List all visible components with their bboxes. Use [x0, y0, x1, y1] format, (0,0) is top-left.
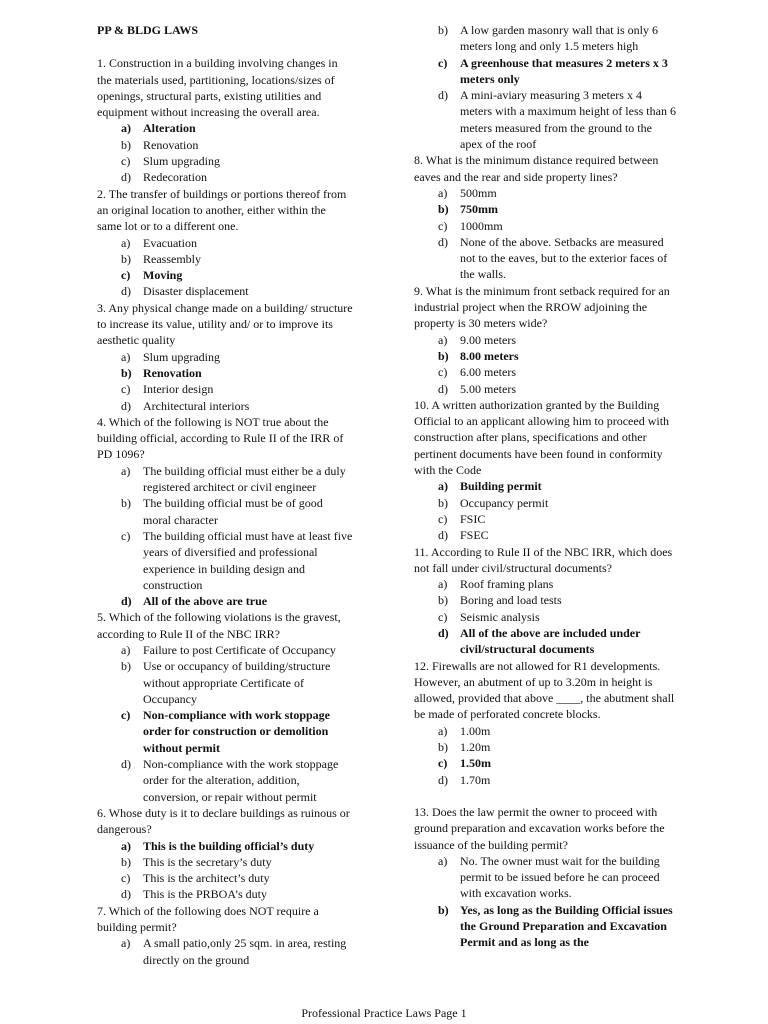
question-text: 10. A written authorization granted by the Building Official to an applicant allowing him to proceed with construction after plans, specifications and other pertinent documents have been found in conformity with the Code: [414, 397, 670, 478]
option-letter: c): [121, 528, 131, 543]
answer-option: [438, 201, 676, 217]
option-text: Non-compliance with the work stoppage order for the alteration, addition, conversion, or repair without permit: [143, 757, 339, 804]
answer-option: [121, 235, 353, 251]
question-text: 8. What is the minimum distance required between eaves and the rear and side property lines?: [414, 153, 659, 184]
answer-option: [438, 364, 676, 380]
answer-option: [438, 511, 676, 527]
option-list: [97, 838, 353, 903]
answer-option: [121, 137, 353, 153]
option-text: Use or occupancy of building/structure without appropriate Certificate of Occupancy: [143, 659, 331, 706]
option-text: FSIC: [460, 511, 486, 526]
option-text: 1.50m: [460, 756, 491, 771]
answer-option: [438, 348, 676, 364]
answer-option: [121, 169, 353, 185]
option-text: A mini-aviary measuring 3 meters x 4 meters with a maximum height of less than 6 meters measured from the ground to the apex of the roof: [460, 88, 676, 152]
option-text: This is the secretary’s duty: [143, 854, 272, 869]
question-block: [97, 414, 353, 610]
question-text: 3. Any physical change made on a building/ structure to increase its value, utility and/ or to improve its aesthetic quality: [97, 300, 353, 348]
option-text: Interior design: [143, 382, 214, 397]
option-text: 5.00 meters: [460, 381, 516, 396]
option-list: [414, 185, 676, 283]
option-list: [97, 235, 353, 300]
right-column: [414, 22, 676, 951]
option-letter: d): [121, 170, 131, 185]
option-letter: b): [121, 365, 132, 380]
answer-option: [438, 495, 676, 511]
option-text: 6.00 meters: [460, 365, 516, 380]
answer-option: [438, 755, 676, 771]
answer-option: [438, 185, 676, 201]
option-letter: a): [121, 642, 131, 657]
answer-option: [438, 478, 676, 494]
option-text: Architectural interiors: [143, 398, 250, 413]
option-text: Boring and load tests: [460, 593, 562, 608]
question-block: [97, 805, 353, 903]
answer-option: [121, 463, 353, 496]
answer-option: [121, 398, 353, 414]
option-list: [414, 478, 676, 543]
option-text: Renovation: [143, 137, 199, 152]
answer-option: [121, 935, 353, 968]
answer-option: [438, 772, 676, 788]
option-text: 500mm: [460, 185, 497, 200]
option-text: This is the architect’s duty: [143, 871, 270, 886]
option-text: A small patio,only 25 sqm. in area, resting directly on the ground: [143, 936, 347, 967]
question-block: [97, 903, 353, 968]
answer-option: [121, 381, 353, 397]
option-text: Seismic analysis: [460, 609, 540, 624]
option-letter: a): [121, 838, 131, 853]
option-letter: b): [438, 902, 449, 917]
option-letter: a): [121, 463, 131, 478]
option-list: [414, 723, 676, 788]
option-list: [97, 463, 353, 610]
option-text: The building official must either be a duly registered architect or civil engineer: [143, 463, 346, 495]
page-title: PP & BLDG LAWS: [97, 23, 199, 37]
option-letter: a): [121, 235, 131, 250]
option-text: A greenhouse that measures 2 meters x 3 meters only: [460, 55, 668, 86]
question-text: 6. Whose duty is it to declare buildings as ruinous or dangerous?: [97, 805, 350, 837]
answer-option: [438, 55, 676, 88]
answer-option: [121, 838, 353, 854]
option-text: Renovation: [143, 365, 202, 380]
option-letter: d): [438, 625, 449, 640]
left-column: [97, 22, 353, 968]
option-letter: d): [438, 528, 448, 543]
option-text: 8.00 meters: [460, 348, 519, 363]
option-letter: c): [438, 609, 448, 624]
option-text: Yes, as long as the Building Official issues the Ground Preparation and Excavation Permit and as long as the: [460, 902, 673, 950]
option-letter: c): [438, 511, 448, 526]
option-text: 750mm: [460, 202, 498, 217]
question-block: [97, 55, 353, 185]
option-text: Occupancy permit: [460, 495, 549, 510]
option-text: Reassembly: [143, 251, 201, 266]
option-letter: d): [121, 398, 131, 413]
option-letter: a): [121, 349, 131, 364]
option-text: All of the above are included under civil/structural documents: [460, 625, 641, 657]
answer-option: [121, 153, 353, 169]
option-list: [97, 120, 353, 185]
option-letter: b): [121, 251, 131, 266]
option-letter: b): [438, 202, 449, 217]
answer-option: [121, 528, 353, 593]
answer-option: [438, 87, 676, 152]
question-block: [414, 804, 676, 951]
option-letter: d): [438, 381, 448, 396]
question-text: 11. According to Rule II of the NBC IRR, which does not fall under civil/structural documents?: [414, 544, 673, 575]
option-list: [97, 642, 353, 805]
answer-option: [121, 870, 353, 886]
answer-option: [438, 609, 676, 625]
option-text: 9.00 meters: [460, 332, 516, 347]
page-footer: Professional Practice Laws Page 1: [301, 1006, 467, 1020]
option-letter: a): [438, 185, 448, 200]
option-text: The building official must have at least five years of diversified and professional experience in building design and construction: [143, 528, 353, 592]
option-letter: c): [438, 756, 448, 771]
option-letter: d): [438, 234, 448, 249]
answer-option: [121, 349, 353, 365]
question-text: 7. Which of the following does NOT require a building permit?: [97, 903, 319, 935]
question-block: [414, 397, 676, 544]
option-letter: a): [121, 936, 131, 951]
option-letter: a): [438, 723, 448, 738]
answer-option: [438, 592, 676, 608]
option-letter: d): [121, 757, 131, 772]
answer-option: [438, 527, 676, 543]
option-letter: c): [121, 268, 131, 283]
answer-option: [438, 723, 676, 739]
answer-option: [121, 283, 353, 299]
question-text: 12. Firewalls are not allowed for R1 developments. However, an abutment of up to 3.20m in height is allowed, provided that above ____, the abutment shall be made of perforated concrete blocks.: [414, 658, 675, 722]
question-block: [97, 609, 353, 805]
option-text: Roof framing plans: [460, 577, 554, 592]
option-letter: b): [121, 137, 131, 152]
question-block-continued: [414, 22, 676, 152]
answer-option: [121, 495, 353, 528]
option-text: 1.00m: [460, 723, 491, 738]
option-text: This is the building official’s duty: [143, 838, 315, 853]
answer-option: [121, 251, 353, 267]
option-text: FSEC: [460, 528, 489, 543]
option-letter: c): [438, 218, 448, 233]
option-text: Building permit: [460, 479, 542, 494]
option-text: The building official must be of good moral character: [143, 496, 323, 527]
question-text: 9. What is the minimum front setback required for an industrial project when the RROW adjoining the property is 30 meters wide?: [414, 283, 670, 331]
question-text: 5. Which of the following violations is the gravest, according to Rule II of the NBC IRR?: [97, 610, 341, 641]
question-block: [414, 658, 676, 788]
option-text: Slum upgrading: [143, 154, 220, 169]
option-text: Disaster displacement: [143, 284, 249, 299]
option-letter: a): [438, 853, 448, 868]
answer-option: [121, 120, 353, 136]
answer-option: [121, 854, 353, 870]
answer-option: [438, 22, 676, 55]
answer-option: [438, 739, 676, 755]
option-letter: a): [438, 332, 448, 347]
question-text: 4. Which of the following is NOT true about the building official, according to Rule II of the IRR of PD 1096?: [97, 414, 344, 462]
option-letter: d): [438, 772, 448, 787]
answer-option: [121, 593, 353, 609]
question-text: 13. Does the law permit the owner to proceed with ground preparation and excavation works before the issuance of the building permit?: [414, 804, 665, 852]
option-text: No. The owner must wait for the building permit to be issued before he can proceed with excavation works.: [460, 853, 660, 901]
option-letter: b): [438, 23, 448, 37]
option-text: 1000mm: [460, 218, 503, 233]
option-letter: c): [438, 55, 448, 70]
answer-option: [121, 642, 353, 658]
option-list: [414, 576, 676, 657]
answer-option: [121, 658, 353, 707]
option-text: A low garden masonry wall that is only 6 meters long and only 1.5 meters high: [460, 23, 658, 54]
option-letter: d): [121, 594, 132, 609]
option-list: [97, 349, 353, 414]
option-letter: b): [438, 348, 449, 363]
option-letter: c): [121, 154, 131, 169]
answer-option: [438, 625, 676, 658]
option-letter: d): [121, 887, 131, 902]
option-list: [414, 22, 676, 152]
answer-option: [438, 332, 676, 348]
option-list: [414, 332, 676, 397]
question-text: 1. Construction in a building involving changes in the materials used, partitioning, locations/sizes of openings, structural parts, existing utilities and equipment without increasing the overall area.: [97, 56, 338, 120]
option-letter: a): [438, 577, 448, 592]
option-letter: c): [438, 365, 448, 380]
answer-option: [438, 902, 676, 951]
option-letter: c): [121, 871, 131, 886]
option-text: All of the above are true: [143, 594, 268, 609]
answer-option: [121, 267, 353, 283]
option-letter: b): [121, 854, 131, 869]
option-text: 1.70m: [460, 772, 491, 787]
answer-option: [121, 707, 353, 756]
option-letter: b): [121, 659, 131, 674]
option-letter: a): [121, 121, 131, 136]
option-letter: b): [121, 496, 131, 511]
answer-option: [121, 886, 353, 902]
option-text: Failure to post Certificate of Occupancy: [143, 642, 336, 657]
option-letter: a): [438, 479, 448, 494]
answer-option: [438, 853, 676, 902]
option-text: Non-compliance with work stoppage order for construction or demolition without permit: [143, 708, 331, 755]
answer-option: [438, 381, 676, 397]
option-text: Slum upgrading: [143, 349, 220, 364]
option-text: Evacuation: [143, 235, 197, 250]
option-letter: c): [121, 382, 131, 397]
option-text: None of the above. Setbacks are measured not to the eaves, but to the exterior faces of the walls.: [460, 234, 668, 282]
question-block: [97, 186, 353, 300]
question-block: [97, 300, 353, 414]
option-list: [414, 853, 676, 951]
option-letter: b): [438, 593, 448, 608]
option-letter: c): [121, 708, 131, 723]
option-text: Moving: [143, 268, 183, 283]
question-block: [414, 544, 676, 658]
question-block: [414, 283, 676, 397]
question-text: 2. The transfer of buildings or portions thereof from an original location to another, either within the same lot or to a different one.: [97, 186, 347, 234]
answer-option: [438, 234, 676, 283]
option-list: [97, 935, 353, 968]
answer-option: [121, 756, 353, 805]
option-text: Redecoration: [143, 170, 207, 185]
option-letter: b): [438, 740, 448, 755]
option-letter: b): [438, 495, 448, 510]
answer-option: [121, 365, 353, 381]
option-letter: d): [121, 284, 131, 299]
option-letter: d): [438, 88, 448, 103]
option-text: This is the PRBOA’s duty: [143, 887, 268, 902]
option-text: Alteration: [143, 121, 196, 136]
question-block: [414, 152, 676, 282]
answer-option: [438, 576, 676, 592]
answer-option: [438, 218, 676, 234]
option-text: 1.20m: [460, 740, 491, 755]
